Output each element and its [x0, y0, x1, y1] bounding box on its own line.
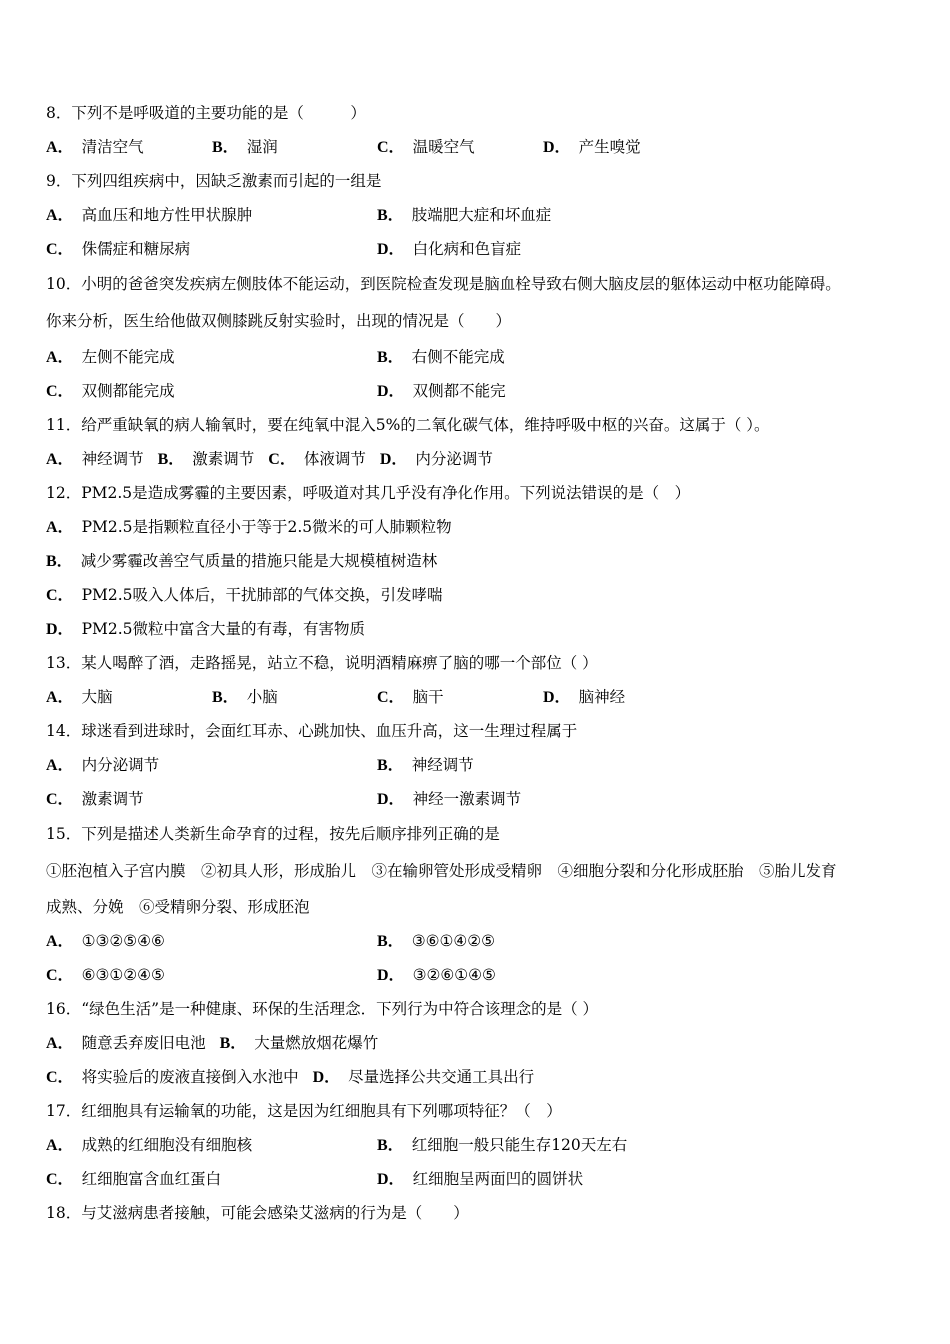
option-text: 左侧不能完成 — [81, 348, 175, 366]
option-b — [220, 1034, 379, 1052]
option-text: 双侧都能完成 — [81, 382, 175, 400]
option-text: 清洁空气 — [81, 138, 144, 156]
option-label: C． — [46, 967, 74, 984]
option-a — [46, 1128, 252, 1163]
option-c — [46, 1068, 299, 1086]
option-b — [377, 748, 474, 783]
option-label: A． — [46, 689, 74, 706]
option-text: 成熟的红细胞没有细胞核 — [81, 1136, 253, 1154]
option-text: 尽量选择公共交通工具出行 — [348, 1068, 535, 1086]
question-stem: 11．给严重缺氧的病人输氧时，要在纯氧中混入5%的二氧化碳气体，维持呼吸中枢的兴奋。这属于（ ）。 — [46, 416, 770, 434]
options-row-inner — [46, 374, 916, 408]
option-d — [380, 450, 493, 468]
option-label: A． — [46, 1137, 74, 1154]
option-label: C． — [377, 139, 405, 156]
options-row — [46, 612, 916, 646]
question-stem: 12．PM2.5是造成雾霾的主要因素，呼吸道对其几乎没有净化作用。下列说法错误的是（ ） — [46, 484, 691, 502]
option-label: D． — [377, 791, 405, 808]
options-row-inner — [46, 510, 916, 544]
option-a — [46, 340, 175, 375]
option-label: A． — [46, 451, 74, 468]
exam-page — [46, 96, 916, 1230]
option-label: B． — [212, 139, 239, 156]
option-text: 神经调节 — [411, 756, 474, 774]
option-c — [46, 586, 443, 604]
question-stem: 16．“绿色生活”是一种健康、环保的生活理念．下列行为中符合该理念的是（ ） — [46, 1000, 599, 1018]
option-label: A． — [46, 933, 74, 950]
option-b — [377, 924, 495, 959]
option-text: PM2.5微粒中富含大量的有毒，有害物质 — [81, 620, 366, 638]
option-label: B． — [377, 349, 404, 366]
option-label: B． — [212, 689, 239, 706]
option-label: C． — [46, 383, 74, 400]
option-b — [212, 680, 278, 715]
option-text: 肢端肥大症和坏血症 — [411, 206, 552, 224]
option-b — [212, 130, 278, 165]
options-row — [46, 578, 916, 612]
options-row-inner — [46, 442, 916, 476]
option-label: D． — [377, 383, 405, 400]
option-text: 脑神经 — [578, 688, 626, 706]
option-label: C． — [46, 241, 74, 258]
option-label: B． — [377, 207, 404, 224]
option-d — [543, 130, 641, 165]
option-c — [268, 450, 366, 468]
option-label: D． — [46, 621, 74, 638]
options-row — [46, 748, 916, 782]
question-stem: 10．小明的爸爸突发疾病左侧肢体不能运动，到医院检查发现是脑血栓导致右侧大脑皮层的躯体运动中枢功能障碍。 — [46, 275, 841, 293]
options-row — [46, 232, 916, 266]
options-row — [46, 1060, 916, 1094]
option-a — [46, 450, 144, 468]
option-text: 右侧不能完成 — [411, 348, 505, 366]
options-row — [46, 130, 916, 164]
option-label: A． — [46, 757, 74, 774]
option-label: D． — [377, 1171, 405, 1188]
question-stem: 14．球迷看到进球时，会面红耳赤、心跳加快、血压升高，这一生理过程属于 — [46, 722, 578, 740]
options-row — [46, 680, 916, 714]
option-a — [46, 518, 452, 536]
options-row — [46, 510, 916, 544]
option-text: 红细胞呈两面凹的圆饼状 — [412, 1170, 584, 1188]
options-row-inner — [46, 782, 916, 816]
options-row — [46, 442, 916, 476]
option-b — [46, 552, 437, 570]
option-label: A． — [46, 207, 74, 224]
option-text: 体液调节 — [303, 450, 366, 468]
option-text: 红细胞富含血红蛋白 — [81, 1170, 222, 1188]
options-row-inner — [46, 232, 916, 266]
option-label: C． — [377, 689, 405, 706]
option-text: 神经一激素调节 — [412, 790, 522, 808]
option-text: 神经调节 — [81, 450, 144, 468]
option-text: PM2.5吸入人体后，干扰肺部的气体交换，引发哮喘 — [81, 586, 443, 604]
option-text: 大脑 — [81, 688, 113, 706]
option-text: 减少雾霾改善空气质量的措施只能是大规模植树造林 — [80, 552, 438, 570]
option-label: B． — [377, 933, 404, 950]
option-label: C． — [46, 1171, 74, 1188]
option-a — [46, 1034, 206, 1052]
options-row — [46, 1026, 916, 1060]
option-text: PM2.5是指颗粒直径小于等于2.5微米的可人肺颗粒物 — [81, 518, 452, 536]
option-text: ⑥③①②④⑤ — [81, 966, 165, 984]
options-row-inner — [46, 1128, 916, 1162]
option-c — [377, 130, 475, 165]
options-row-inner — [46, 958, 916, 992]
option-text: 产生嗅觉 — [578, 138, 641, 156]
options-row — [46, 958, 916, 992]
option-d — [543, 680, 625, 715]
option-c — [377, 680, 444, 715]
option-text: 湿润 — [246, 138, 278, 156]
option-b — [377, 198, 551, 233]
option-text: 激素调节 — [192, 450, 255, 468]
option-text: 内分泌调节 — [415, 450, 493, 468]
option-label: B． — [157, 451, 185, 468]
option-a — [46, 130, 144, 165]
option-b — [158, 450, 255, 468]
options-row-inner — [46, 1060, 916, 1094]
option-a — [46, 198, 252, 233]
option-d — [377, 782, 521, 817]
option-text: 激素调节 — [81, 790, 144, 808]
option-d — [377, 1162, 583, 1197]
option-label: D． — [543, 689, 571, 706]
options-row-inner — [46, 578, 916, 612]
option-label: B． — [219, 1035, 247, 1052]
option-text: 双侧都不能完 — [412, 382, 506, 400]
option-label: C． — [46, 1069, 74, 1086]
option-d — [313, 1068, 535, 1086]
option-label: D． — [377, 967, 405, 984]
option-c — [46, 374, 175, 409]
options-row-inner — [46, 1026, 916, 1060]
option-label: D． — [379, 451, 408, 468]
question-stem: 你来分析，医生给他做双侧膝跳反射实验时，出现的情况是（ ） — [46, 312, 512, 330]
options-row — [46, 544, 916, 578]
options-row-inner — [46, 544, 916, 578]
question-stem: 9．下列四组疾病中，因缺乏激素而引起的一组是 — [46, 172, 382, 190]
option-c — [46, 782, 144, 817]
option-label: B． — [377, 757, 404, 774]
options-row-inner — [46, 340, 916, 374]
option-text: 随意丢弃废旧电池 — [81, 1034, 206, 1052]
options-row-inner — [46, 924, 916, 958]
option-c — [46, 1162, 221, 1197]
option-text: ③⑥①④②⑤ — [411, 932, 496, 950]
options-row — [46, 1162, 916, 1196]
option-label: D． — [312, 1069, 341, 1086]
option-text: 脑干 — [412, 688, 444, 706]
option-d — [46, 620, 365, 638]
option-text: ③②⑥①④⑤ — [412, 966, 496, 984]
options-row-inner — [46, 612, 916, 646]
question-stem: ①胚泡植入子宫内膜 ②初具人形，形成胎儿 ③在输卵管处形成受精卵 ④细胞分裂和分化形成胚胎 ⑤胎儿发育 — [46, 862, 837, 880]
option-label: A． — [46, 519, 74, 536]
option-label: B． — [377, 1137, 404, 1154]
option-d — [377, 374, 506, 409]
question-stem: 13．某人喝醉了酒，走路摇晃，站立不稳，说明酒精麻痹了脑的哪一个部位（ ） — [46, 654, 598, 672]
question-stem: 成熟、分娩 ⑥受精卵分裂、形成胚泡 — [46, 898, 310, 916]
option-label: D． — [377, 241, 405, 258]
option-label: C． — [46, 587, 74, 604]
question-stem: 8．下列不是呼吸道的主要功能的是（ ） — [46, 104, 366, 122]
option-label: A． — [46, 1035, 74, 1052]
options-row-inner — [46, 198, 916, 232]
options-row — [46, 374, 916, 408]
option-text: 小脑 — [246, 688, 278, 706]
option-label: C． — [268, 451, 296, 468]
option-text: 红细胞一般只能生存120天左右 — [411, 1136, 628, 1154]
question-stem: 15．下列是描述人类新生命孕育的过程，按先后顺序排列正确的是 — [46, 825, 500, 843]
option-a — [46, 680, 113, 715]
option-label: C． — [46, 791, 74, 808]
option-a — [46, 748, 159, 783]
option-c — [46, 232, 190, 267]
option-label: A． — [46, 349, 74, 366]
options-row-inner — [46, 680, 916, 714]
option-label: D． — [543, 139, 571, 156]
option-c — [46, 958, 165, 993]
options-row — [46, 782, 916, 816]
question-stem: 18．与艾滋病患者接触，可能会感染艾滋病的行为是（ ） — [46, 1204, 469, 1222]
options-row — [46, 1128, 916, 1162]
option-b — [377, 340, 505, 375]
options-row-inner — [46, 130, 916, 164]
options-row — [46, 198, 916, 232]
options-row — [46, 340, 916, 374]
question-stem: 17．红细胞具有运输氧的功能，这是因为红细胞具有下列哪项特征？（ ） — [46, 1102, 562, 1120]
option-text: 温暖空气 — [412, 138, 475, 156]
options-row-inner — [46, 748, 916, 782]
options-row — [46, 924, 916, 958]
option-label: B． — [46, 553, 73, 570]
option-text: 内分泌调节 — [81, 756, 160, 774]
option-d — [377, 958, 496, 993]
option-text: 侏儒症和糖尿病 — [81, 240, 191, 258]
option-b — [377, 1128, 627, 1163]
option-text: ①③②⑤④⑥ — [81, 932, 165, 950]
option-d — [377, 232, 521, 267]
option-text: 将实验后的废液直接倒入水池中 — [81, 1068, 299, 1086]
option-a — [46, 924, 165, 959]
option-label: A． — [46, 139, 74, 156]
option-text: 大量燃放烟花爆竹 — [254, 1034, 379, 1052]
option-text: 白化病和色盲症 — [412, 240, 522, 258]
option-text: 高血压和地方性甲状腺肿 — [81, 206, 253, 224]
options-row-inner — [46, 1162, 916, 1196]
